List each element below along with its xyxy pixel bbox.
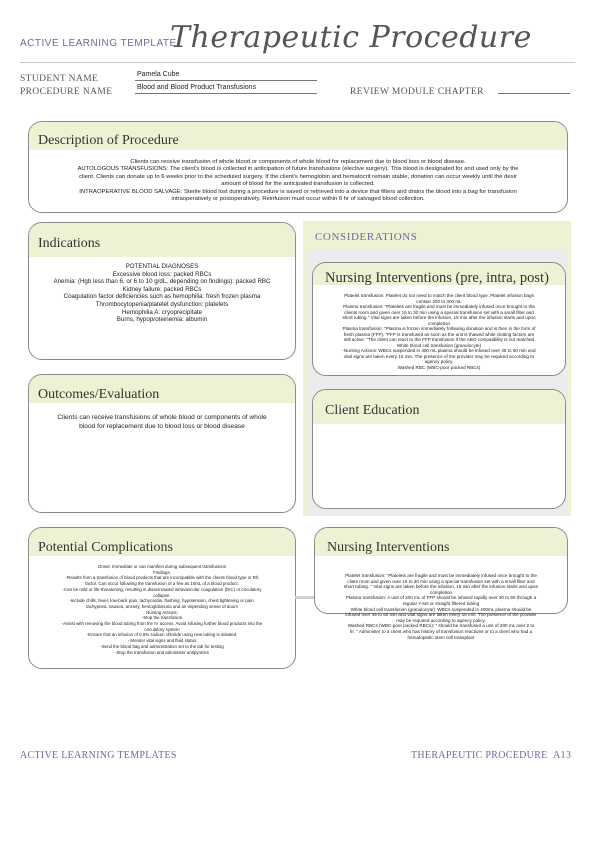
outcomes-title: Outcomes/Evaluation <box>29 375 295 403</box>
procedure-name-field[interactable]: Blood and Blood Product Transfusions <box>135 83 317 94</box>
outcomes-panel <box>28 374 296 513</box>
considerations-title: CONSIDERATIONS <box>315 231 418 243</box>
client-education-panel <box>312 389 566 509</box>
procedure-name-label: PROCEDURE NAME <box>20 87 113 97</box>
footer-right: THERAPEUTIC PROCEDURE <box>411 750 548 761</box>
complications-title: Potential Complications <box>29 528 295 556</box>
indications-panel <box>28 222 296 360</box>
header-divider <box>20 62 575 63</box>
nursing-interventions-text: Platelet transfusion: "Platelets are fragile and must be immediately infused once brought to the cliets room and given over 15 to 30 min using a special transfusion set with a small filter and short tubing. " Vital signs are taken before the infusion, 15 min after the infusion starts and upon completion Plasma transfusion: A unit of 200 mL of FFP should be infused rapidly over 30 to 60 through a regular Y-set or straight filtered tubing White blood cell transfusion (granulocyte): WBCs suspended in 400mL plasma should be infused over 45 to 60 min and vital signs are taken every 15 min. The presence of the provider may be required according to agency policy. Washed RBCs (WBC-poor packed RBCs): " should be transfused a unit of 200 mL over 2 to hr. " Administer to a client who has history of transfusion reactions or to a client who had a hematopietic stem cell transplant <box>343 573 539 640</box>
complications-panel <box>28 527 296 669</box>
footer-left: ACTIVE LEARNING TEMPLATES <box>20 750 177 761</box>
student-name-label: STUDENT NAME <box>20 74 99 84</box>
template-label: ACTIVE LEARNING TEMPLATE: <box>20 38 180 49</box>
nursing-interventions-panel <box>314 527 568 640</box>
indications-text: POTENTIAL DIAGNOSES Excessive blood loss: packed RBCs Anemia: (Hgb less than 6, or 6 to 10 g/dL, depending on findings): packed RBC Kidney failure: packed RBCs Coagulation factor deficiencies such as hemophilia: fresh frozen plasma Thrombocytopenia/platelet dysfunction: platelets Hemophilia A: cryoprecipitate Burns, hypoproteinemia: albumin <box>53 263 271 324</box>
review-module-field[interactable] <box>498 83 570 94</box>
review-module-label: REVIEW MODULE CHAPTER <box>350 87 484 97</box>
nursing-pre-intra-post-title: Nursing Interventions (pre, intra, post) <box>313 263 565 285</box>
student-name-field[interactable]: Pamela Cube <box>135 70 317 81</box>
client-education-title: Client Education <box>313 390 565 424</box>
page-title: Therapeutic Procedure <box>170 20 532 55</box>
footer-page-number: A13 <box>553 750 572 761</box>
description-panel <box>28 121 568 213</box>
complications-text: Onset: Immediate or can manifest during subsequent transfusions Findings: -Results from a transfusion of blood products that are incompatible with the clients blood type or Rh factor. Can occur following the transfusion of a few as 10mL of a blood product. -Can be mild or life-threatening, resulting in disseminated intravascular coagulation (DIC) or circulatory collapse. -Include chills, fever, low-back pain, tachycardia, flushing, hypotension, chest tightening or pain, tachypnea, nausea, anxiety, hemoglobinuria and an impending sense of doom Nursing Actions: -Stop the transfusion -Assist with removing the blood tubing from the IV access. Avoid infusing further blood products into the circulatory system -Ensure that an infusion of 0.9% sodium chloride using new tubing is initiated. - Monitor vital signs and fluid status -Send the blood bag and administration set to the lab for testing -Stop the transfusion and administer antipyretics <box>61 564 263 655</box>
outcomes-text: Clients can receive transfusions of whole blood or components of whole blood for replacement due to blood loss or blood disease <box>57 414 267 430</box>
description-title: Description of Procedure <box>29 122 567 150</box>
description-text: Clients can receive transfusion of whole blood or components of whole blood for replacement due to blood loss or blood disease. AUTOLOGOUS TRANSFUSIONS: The client's blood is collected in anticipation of future transfusions (elective surgery). This blood is designated for and used only by the client. Clients can donate up to 6 weeks prior to the scheduled surgery. If the client's hemoglobin and hematocrit remain stable, donation can occur weekly until the desir amount of blood for the anticipated transfusion is collected. INTRAOPERATIVE BLOOD SALVAGE: Sterile blood lost during a procedure is saved or retrieved into a device that filters and drains the blood into a bag for transfusion intraoperatively or postoperatively. Reinfusion must occur within 6 hr of salvaged blood collection. <box>77 159 519 203</box>
nursing-pre-intra-post-text: Platelet transfusion: Platelet do not need to match the client blood type. Platelet infusion bags contain 200 to 300 mL Plasma transfusion: "Platelets are fragile and must be immediately infused once brought to the clients room and given over 15 to 30 min using a special transfusion set with a small filter and short tubing." Vital signs are taken before the infusion, 15 min after the infusion starts and upon completion Plasma transfusion: "Plasma is frozen immediately following donation and is then in the form of fresh plasma (FFP). "FFP is transfused as soon as the unit is thawed while clotting factors are still active. "The client can react to the FFP transfusion if the ABO compatibility is not matched White blood cell transfusion (granulocyte) -Nursing Actions: WBCs suspended in 400 mL plasma should be infused over 45 to 60 min and vital signs are taken every 15 min. The presence of the provider may be required according to agency policy. Washed RBC (WBC-poor packed RBCs) <box>342 293 536 370</box>
nursing-pre-intra-post-panel <box>312 262 566 376</box>
nursing-interventions-title: Nursing Interventions <box>315 528 567 556</box>
indications-title: Indications <box>29 223 295 257</box>
